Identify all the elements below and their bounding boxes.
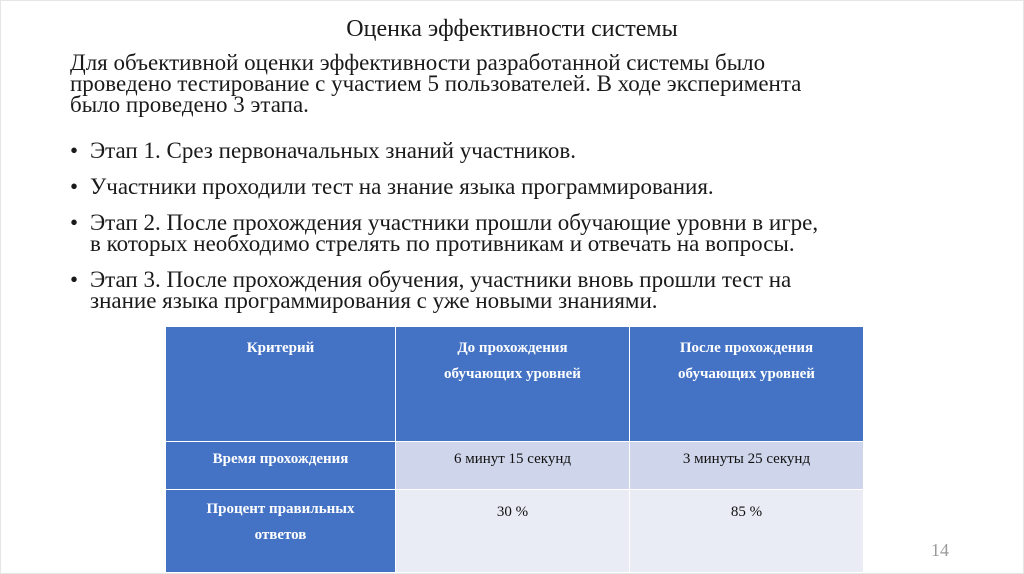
header-line: обучающих уровней	[444, 366, 581, 382]
intro-line: проведено тестирование с участием 5 пользователей. В ходе эксперимента	[70, 71, 802, 96]
table-row	[166, 442, 864, 490]
intro-paragraph	[70, 52, 970, 115]
slide-title: Оценка эффективности системы	[346, 16, 678, 42]
header-line: обучающих уровней	[678, 366, 815, 382]
results-table	[165, 326, 864, 573]
bullet-item-stage-1	[70, 140, 970, 161]
bullet-line: • Этап 1. Срез первоначальных знаний участников.	[90, 138, 576, 163]
bullet-line: в которых необходимо стрелять по противникам и отвечать на вопросы.	[90, 231, 795, 256]
header-line: Критерий	[246, 340, 315, 356]
table-header-row	[166, 327, 864, 442]
cell-time-before: 6 минут 15 секунд	[396, 442, 630, 490]
bullet-line: • Этап 3. После прохождения обучения, участники вновь прошли тест на	[90, 267, 792, 292]
cell-percent-before: 30 %	[396, 490, 630, 573]
bullet-list	[70, 140, 970, 326]
header-line: После прохождения	[679, 340, 814, 356]
table-row	[166, 490, 864, 573]
header-criterion	[166, 327, 396, 442]
bullet-line: • Этап 2. После прохождения участники прошли обучающие уровни в игре,	[90, 210, 819, 235]
bullet-line: • Участники проходили тест на знание языка программирования.	[90, 174, 714, 199]
cell-time-after: 3 минуты 25 секунд	[630, 442, 864, 490]
intro-line: Для объективной оценки эффективности разработанной системы было	[70, 50, 766, 75]
bullet-item-test	[70, 176, 970, 197]
bullet-line: знание языка программирования с уже новыми знаниями.	[90, 288, 658, 313]
row-label-line: ответов	[254, 527, 307, 543]
cell-percent-after: 85 %	[630, 490, 864, 573]
bullet-item-stage-3	[70, 269, 970, 311]
row-label-percent	[166, 490, 396, 573]
header-after	[630, 327, 864, 442]
row-label-time	[166, 442, 396, 490]
row-label-line: Процент правильных	[206, 501, 355, 517]
row-label-line: Время прохождения	[212, 451, 349, 467]
intro-line: было проведено 3 этапа.	[70, 92, 309, 117]
header-before	[396, 327, 630, 442]
bullet-item-stage-2	[70, 212, 970, 254]
header-line: До прохождения	[457, 340, 568, 356]
slide-number: 14	[931, 540, 949, 560]
